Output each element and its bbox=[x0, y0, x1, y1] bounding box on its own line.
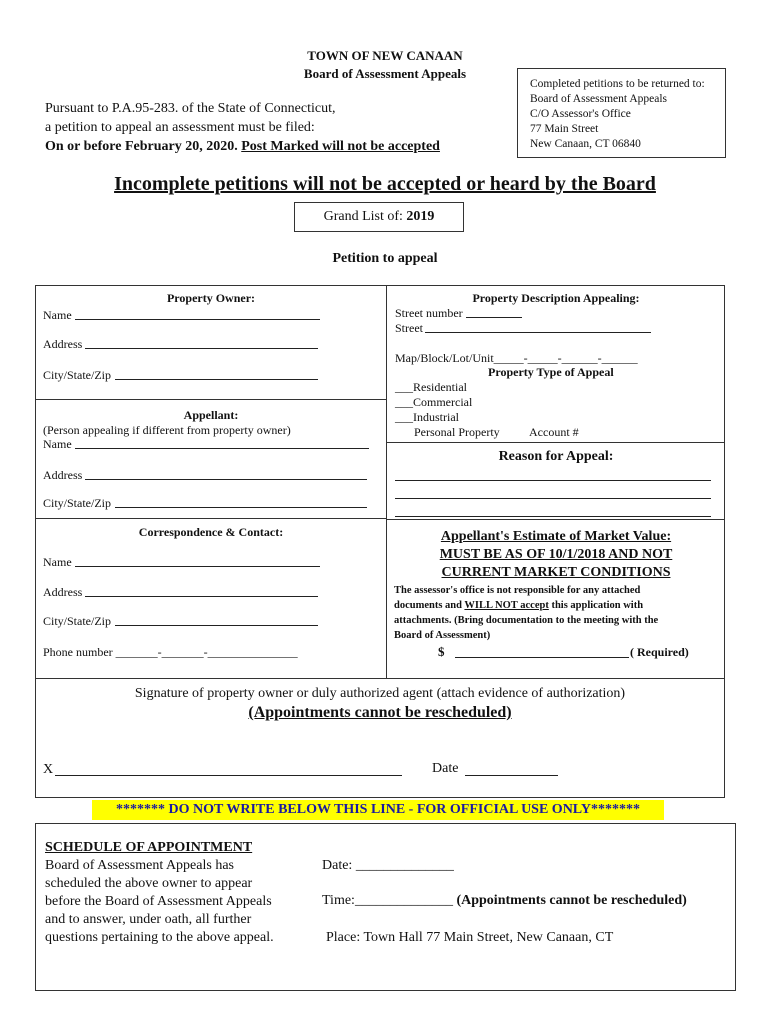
owner-city-label: City/State/Zip bbox=[43, 368, 111, 382]
contact-address-field[interactable] bbox=[85, 582, 318, 597]
street-field[interactable] bbox=[425, 319, 651, 333]
owner-address-label: Address bbox=[43, 337, 83, 351]
appellant-city-field[interactable] bbox=[115, 493, 367, 508]
estimate-line-3: CURRENT MARKET CONDITIONS bbox=[441, 565, 671, 580]
schedule-place: Place: Town Hall 77 Main Street, New Canaan, CT bbox=[326, 930, 614, 945]
street-number-field[interactable] bbox=[466, 304, 522, 318]
schedule-heading: SCHEDULE OF APPOINTMENT bbox=[45, 840, 253, 855]
appellant-name-field[interactable] bbox=[75, 434, 369, 449]
property-heading: Property Description Appealing: bbox=[472, 291, 640, 305]
appellant-note: (Person appealing if different from property owner) bbox=[43, 423, 291, 437]
account-number-label: Account # bbox=[529, 425, 579, 439]
type-commercial[interactable]: ___Commercial bbox=[395, 395, 473, 409]
owner-divider bbox=[35, 399, 387, 400]
signature-date-label: Date bbox=[432, 761, 459, 776]
map-block-lot-unit[interactable]: Map/Block/Lot/Unit_____-_____-______-______ bbox=[395, 351, 638, 365]
contact-heading: Correspondence & Contact: bbox=[138, 525, 284, 539]
signature-instructions: Signature of property owner or duly authorized agent (attach evidence of authorization) bbox=[134, 686, 626, 701]
appellant-heading: Appellant: bbox=[183, 408, 239, 422]
owner-city-field[interactable] bbox=[115, 365, 318, 380]
grand-list-box bbox=[294, 202, 464, 232]
owner-name-label: Name bbox=[43, 308, 72, 322]
return-line-2: Board of Assessment Appeals bbox=[530, 93, 668, 105]
appellant-address-field[interactable] bbox=[85, 465, 367, 480]
schedule-body: Board of Assessment Appeals has scheduled the above owner to appear before the Board of Assessment Appeals and to answer, under oath, all further questions pertaining to the above appeal. bbox=[45, 858, 274, 945]
town-title: TOWN OF NEW CANAAN bbox=[307, 48, 463, 63]
contact-city-label: City/State/Zip bbox=[43, 614, 111, 628]
type-personal-property[interactable]: Personal Property bbox=[414, 425, 500, 439]
official-use-banner: ******* DO NOT WRITE BELOW THIS LINE - FOR OFFICIAL USE ONLY******* bbox=[92, 800, 664, 820]
appellant-divider bbox=[35, 518, 387, 519]
estimate-line-1: Appellant's Estimate of Market Value: bbox=[440, 529, 672, 544]
owner-name-field[interactable] bbox=[75, 305, 320, 320]
estimate-line-2: MUST BE AS OF 10/1/2018 AND NOT bbox=[439, 547, 673, 562]
return-address-box bbox=[517, 68, 726, 158]
dollar-sign: $ bbox=[438, 644, 445, 659]
street-label: Street bbox=[395, 321, 423, 335]
return-line-1: Completed petitions to be returned to: bbox=[530, 78, 705, 90]
signature-field[interactable] bbox=[55, 759, 402, 776]
contact-phone[interactable]: Phone number _______-_______-_______________ bbox=[43, 645, 298, 659]
appellant-city-label: City/State/Zip bbox=[43, 496, 111, 510]
signature-date-field[interactable] bbox=[465, 759, 558, 776]
petition-title: Petition to appeal bbox=[332, 251, 438, 266]
contact-address-label: Address bbox=[43, 585, 83, 599]
deadline-date: On or before February 20, 2020. bbox=[45, 139, 238, 154]
owner-heading: Property Owner: bbox=[166, 291, 256, 305]
reason-line-1[interactable] bbox=[395, 466, 711, 481]
property-divider bbox=[386, 442, 725, 443]
owner-address-field[interactable] bbox=[85, 334, 318, 349]
grand-list-year: 2019 bbox=[406, 209, 435, 224]
return-line-4: 77 Main Street bbox=[530, 123, 599, 135]
contact-name-label: Name bbox=[43, 555, 72, 569]
type-residential[interactable]: ___Residential bbox=[395, 380, 467, 394]
reason-heading: Reason for Appeal: bbox=[498, 449, 614, 464]
type-industrial[interactable]: ___Industrial bbox=[395, 410, 459, 424]
statute-line-1: Pursuant to P.A.95-283. of the State of Connecticut, bbox=[45, 101, 336, 116]
reason-divider bbox=[386, 519, 725, 520]
board-title: Board of Assessment Appeals bbox=[303, 66, 467, 81]
street-number-label: Street number bbox=[395, 306, 463, 320]
contact-name-field[interactable] bbox=[75, 552, 320, 567]
incomplete-warning: Incomplete petitions will not be accepted or heard by the Board bbox=[114, 173, 656, 195]
column-divider bbox=[386, 285, 387, 679]
no-reschedule-note: (Appointments cannot be rescheduled) bbox=[248, 704, 512, 721]
signature-x: X bbox=[43, 762, 54, 777]
appellant-address-label: Address bbox=[43, 468, 83, 482]
required-note: ( Required) bbox=[630, 645, 689, 659]
appellant-name-label: Name bbox=[43, 437, 72, 451]
market-value-field[interactable] bbox=[455, 643, 629, 658]
deadline-text bbox=[45, 138, 440, 156]
grand-list-label: Grand List of: bbox=[323, 209, 403, 224]
reason-line-3[interactable] bbox=[395, 502, 711, 517]
statute-line-2: a petition to appeal an assessment must be filed: bbox=[45, 120, 315, 135]
contact-city-field[interactable] bbox=[115, 611, 318, 626]
postmark-note: Post Marked will not be accepted bbox=[241, 139, 440, 154]
reason-line-2[interactable] bbox=[395, 484, 711, 499]
return-line-3: C/O Assessor's Office bbox=[530, 108, 631, 120]
property-type-heading: Property Type of Appeal bbox=[488, 365, 614, 379]
estimate-disclaimer: The assessor's office is not responsible for any attached documents and WILL NOT accept this application with attachments. (Bring documentation to the meeting with the Board of Assessment) bbox=[394, 585, 659, 641]
schedule-date[interactable]: Date: ______________ bbox=[322, 858, 454, 873]
schedule-time[interactable]: Time:______________ (Appointments cannot be rescheduled) bbox=[322, 893, 687, 908]
return-line-5: New Canaan, CT 06840 bbox=[530, 138, 641, 150]
